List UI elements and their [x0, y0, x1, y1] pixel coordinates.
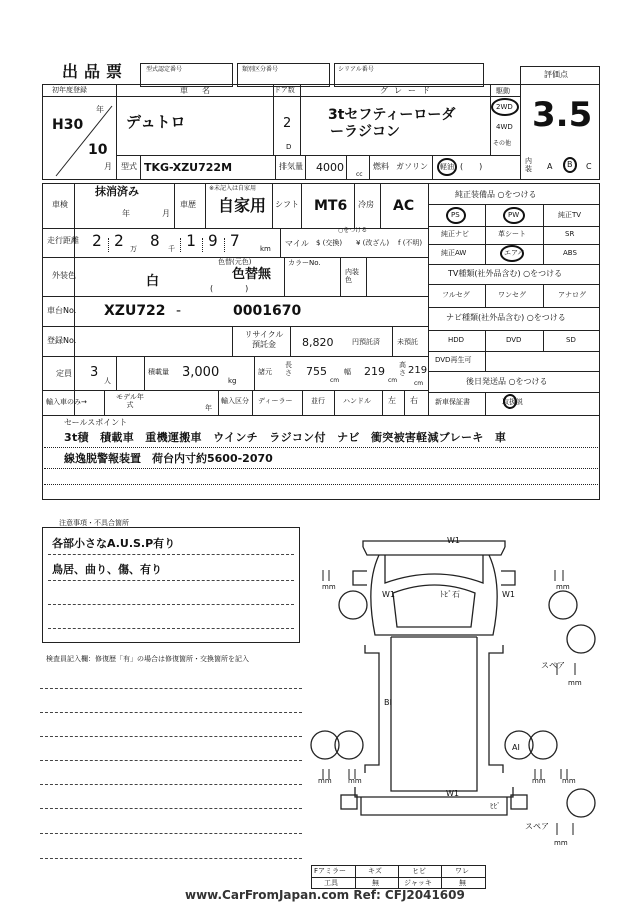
legend-jack-value: 無	[459, 879, 466, 887]
mileage-digit-6: 7	[230, 231, 240, 250]
ac-value: AC	[393, 198, 415, 214]
mm-rear-3: mm	[532, 777, 546, 785]
navi-title: ナビ種類(社外品含む) ○をつける	[446, 313, 566, 322]
legend-header-break: ワレ	[455, 867, 469, 875]
legend-jack: ジャッキ	[404, 879, 432, 887]
damage-ai: AI	[512, 743, 520, 752]
mm-front-left: mm	[322, 583, 336, 591]
import-dealer: ディーラー	[258, 397, 293, 405]
spare-label-2: スペア	[525, 822, 549, 831]
fuel-diesel: 軽油	[440, 163, 454, 171]
equip-aw: 純正AW	[441, 249, 467, 257]
color-orig-label: 色替(元色)	[218, 258, 252, 266]
capacity-label: 定員	[56, 369, 72, 378]
reg-no-label: 登録No.	[47, 336, 77, 345]
length-unit: cm	[330, 377, 340, 384]
meter-circle-note: ○をつける	[338, 227, 368, 234]
grade-line2: ーラジコン	[330, 124, 400, 140]
sheet-title: 出品票	[62, 62, 129, 81]
class-label: 類別区分番号	[242, 66, 279, 73]
after-title: 後日発送品 ○をつける	[466, 377, 548, 386]
equip-leather: 革シート	[498, 230, 526, 238]
recycle-unpaid: 未預託	[397, 338, 418, 346]
inspection-year: 年	[122, 209, 130, 218]
recycle-unit: 円預託済	[352, 338, 380, 346]
import-label: 輸入車のみ→	[46, 398, 87, 406]
color-paren: ( )	[210, 284, 249, 293]
meter-label: マイル	[285, 239, 309, 248]
model-label: 型式	[121, 162, 137, 171]
width-unit: cm	[388, 377, 398, 384]
notes-line-1: 各部小さなA.U.S.P有り	[52, 537, 176, 550]
height-unit: cm	[414, 380, 424, 387]
month-unit: 月	[104, 162, 112, 171]
recycle-value: 8,820	[302, 336, 334, 349]
color-change: 色替無	[232, 267, 272, 282]
legend-header-crack: ヒビ	[412, 867, 426, 875]
interior-label: 内装	[525, 157, 532, 173]
fuel-paren: ( )	[460, 162, 483, 171]
width-value: 219	[364, 365, 385, 378]
legend-header-mirror: Fアミラー	[314, 867, 347, 875]
interior-b: B	[567, 160, 573, 169]
damage-bi: BI	[384, 698, 392, 707]
equip-abs: ABS	[563, 249, 577, 257]
load-unit: kg	[228, 377, 237, 385]
after-warranty: 新車保証書	[435, 398, 470, 406]
equip-airbag: エアバ	[504, 249, 525, 257]
tv-title: TV種類(社外品含む) ○をつける	[448, 269, 563, 278]
mm-rear-2: mm	[348, 777, 362, 785]
sales-label: セールスポイント	[64, 418, 128, 427]
serial-label: シリアル番号	[338, 66, 374, 73]
cc-unit: cc	[356, 171, 363, 178]
mileage-digit-2: 2	[114, 231, 124, 250]
model-year-label: モデル年式	[116, 393, 144, 410]
watermark: www.CarFromJapan.com Ref: CFJ2041609	[185, 888, 465, 902]
notes-line-2: 鳥居、曲り、傷、有り	[52, 563, 162, 576]
equip-navi: 純正ナビ	[441, 230, 469, 238]
inspection-value: 抹消済み	[95, 185, 139, 198]
truck-diagram	[305, 525, 605, 855]
import-type-label: 輸入区分	[221, 397, 249, 405]
mm-front-right: mm	[556, 583, 570, 591]
drive-other: その他	[493, 140, 512, 147]
spare-label-1: スペア	[541, 661, 565, 670]
shift-value: MT6	[314, 198, 348, 214]
mm-rear-4: mm	[562, 777, 576, 785]
sales-line-1: 3t積 積載車 重機運搬車 ウインチ ラジコン付 ナビ 衝突被害軽減ブレーキ 車	[64, 431, 507, 444]
width-label: 幅	[344, 368, 351, 376]
mm-rear-1: mm	[318, 777, 332, 785]
equip-tv: 純正TV	[558, 211, 582, 219]
color-no-label: カラーNo.	[288, 259, 321, 267]
mileage-unit-sen: 千	[168, 245, 175, 253]
interior-color-label: 内装色	[345, 268, 359, 285]
length-label: 長さ	[285, 361, 292, 377]
mileage-digit-5: 9	[208, 231, 218, 250]
model-value: TKG-XZU722M	[144, 161, 233, 174]
equip-pw: PW	[508, 211, 520, 219]
doors-suffix: D	[286, 143, 292, 151]
damage-w1-bottom: W1	[446, 789, 459, 798]
chassis-dash: -	[176, 303, 182, 319]
steering-label: ハンドル	[343, 397, 371, 405]
score-label: 評価点	[544, 70, 568, 79]
meter-opt-unknown: f (不明)	[398, 239, 423, 247]
navi-hdd: HDD	[448, 336, 465, 344]
displacement-value: 4000	[316, 161, 344, 174]
load-value: 3,000	[182, 365, 220, 380]
reg-year: H30	[52, 117, 84, 133]
inspection-label: 車検	[52, 200, 68, 209]
year-unit: 年	[96, 105, 104, 114]
legend-header-scratch: キズ	[368, 867, 382, 875]
import-parallel: 並行	[311, 397, 325, 405]
meter-opt-tampered: ¥ (改ざん)	[356, 239, 390, 247]
doors-label: ドア数	[274, 86, 295, 94]
damage-w1-top: W1	[447, 536, 460, 545]
drive-2wd: 2WD	[496, 103, 513, 111]
capacity-unit: 人	[104, 377, 111, 385]
meter-opt-exchange: $ (交換)	[316, 239, 343, 247]
navi-sd: SD	[566, 336, 576, 344]
manual-circle	[503, 394, 517, 409]
interior-a: A	[547, 162, 553, 171]
chassis-number: 0001670	[233, 303, 302, 319]
damage-w1-right: W1	[502, 590, 515, 599]
drive-4wd: 4WD	[496, 123, 513, 131]
mm-spare-2: mm	[554, 839, 568, 847]
steering-left: 左	[388, 396, 396, 405]
after-manual: 取扱説	[502, 398, 523, 406]
use-note: ※未記入は自家用	[209, 185, 257, 192]
dvd-label: DVD再生可	[435, 356, 472, 364]
chassis-label: 車台No.	[47, 306, 77, 315]
height-value-display: 219	[408, 365, 428, 376]
score-value: 3.5	[532, 95, 593, 135]
mileage-digit-4: 1	[186, 231, 196, 250]
mm-spare-1: mm	[568, 679, 582, 687]
type-cert-label: 型式認定番号	[146, 66, 183, 73]
drive-label: 駆動	[496, 87, 510, 95]
grade-line1: 3tセフティーローダ	[328, 107, 456, 123]
damage-hibi-stone: ﾄﾋﾞ石	[440, 590, 460, 599]
navi-dvd: DVD	[506, 336, 522, 344]
color-label: 外装色	[52, 271, 76, 280]
interior-c: C	[586, 162, 592, 171]
ac-label: 冷房	[358, 200, 374, 209]
capacity-value: 3	[90, 365, 99, 380]
car-name-label: 車名	[180, 86, 224, 95]
equip-ps: PS	[451, 211, 460, 219]
use-label: 車歴	[180, 200, 196, 209]
color-value: 白	[146, 274, 160, 289]
mileage-label: 走行距離	[47, 236, 79, 245]
damage-w1-left: W1	[382, 590, 395, 599]
first-reg-label: 初年度登録	[52, 86, 87, 94]
mileage-unit-km: km	[260, 245, 271, 253]
mileage-unit-man: 万	[130, 245, 137, 253]
steering-right: 右	[410, 396, 418, 405]
grade-label: グレード	[380, 86, 436, 95]
fuel-label: 燃料	[373, 162, 389, 171]
inspector-label: 検査員記入欄：修復歴「有」の場合は修復箇所・交換箇所を記入	[46, 655, 249, 663]
height-label: 高さ	[399, 361, 406, 377]
mileage-digit-1: 2	[92, 231, 102, 250]
displacement-label: 排気量	[279, 162, 303, 171]
tv-analog: アナログ	[558, 291, 586, 299]
damage-hibi-rear: ﾋﾋﾞ	[490, 802, 501, 810]
sales-line-2: 線逸脱警報装置 荷台内寸約5600-2070	[64, 452, 273, 465]
car-name: デュトロ	[126, 113, 186, 131]
mileage-digit-3: 8	[150, 231, 160, 250]
fuel-gas: ガソリン	[396, 162, 428, 171]
reg-month: 10	[88, 142, 108, 158]
legend-tools: 工具	[324, 879, 338, 887]
doors-value: 2	[283, 116, 292, 131]
shift-label: シフト	[275, 200, 299, 209]
equip-sr: SR	[565, 230, 575, 238]
recycle-label: リサイクル預託金	[244, 330, 284, 349]
legend-tools-value: 無	[372, 879, 379, 887]
use-value: 自家用	[218, 196, 267, 215]
import-year-unit: 年	[205, 404, 212, 412]
inspection-month: 月	[162, 209, 170, 218]
tv-fullseg: フルセグ	[442, 291, 470, 299]
equipment-title: 純正装備品 ○をつける	[455, 190, 537, 199]
length-value: 755	[306, 365, 327, 378]
dims-label: 諸元	[258, 368, 272, 376]
notes-label: 注意事項・不具合箇所	[56, 520, 132, 527]
chassis-prefix: XZU722	[104, 303, 166, 319]
tv-oneseg: ワンセグ	[498, 291, 526, 299]
load-label: 積載量	[148, 368, 169, 376]
